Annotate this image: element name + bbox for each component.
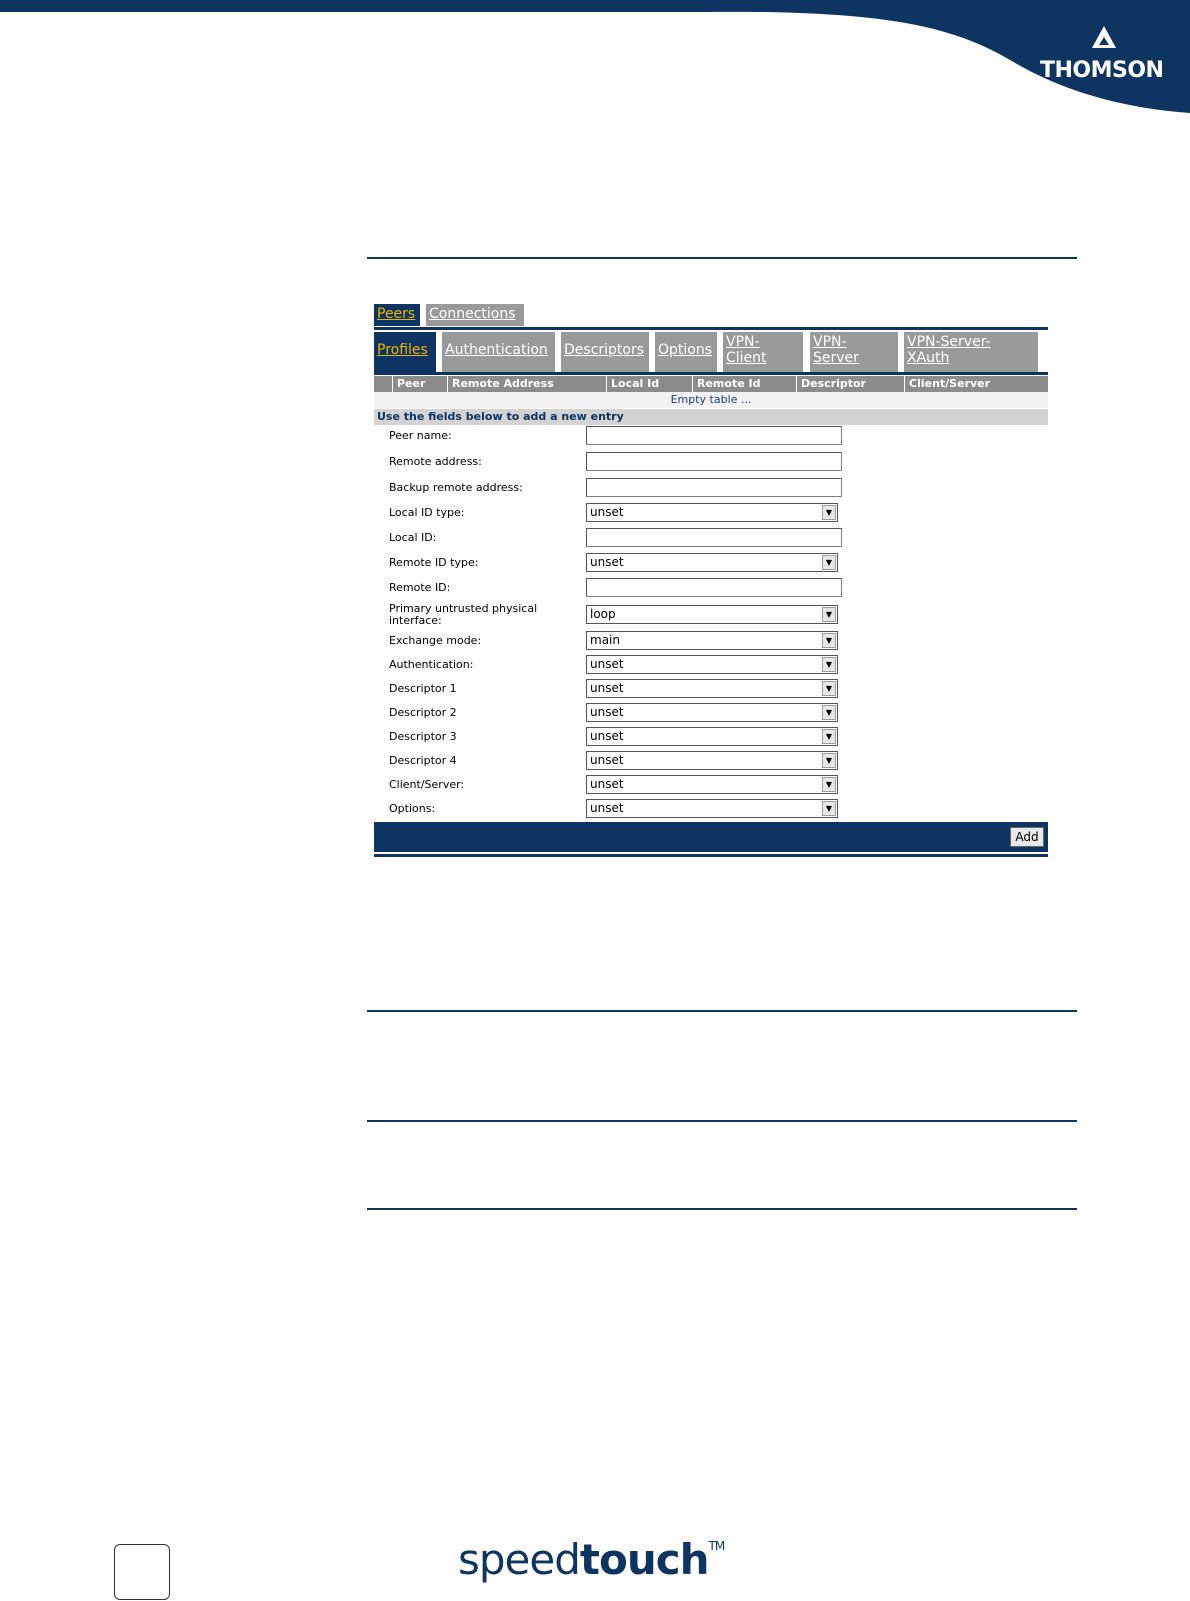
logo-light-part: speed	[458, 1535, 580, 1584]
dropdown-arrow-icon[interactable]: ▼	[822, 505, 836, 520]
client-server-select[interactable]	[586, 775, 838, 794]
tab-vpn-server-xauth-line1: VPN-Server-	[907, 334, 991, 350]
tab-vpn-client-line2: Client	[726, 350, 767, 366]
descriptor-3-select[interactable]	[586, 727, 838, 746]
field-label-descriptor-2: Descriptor 2	[389, 706, 457, 719]
subtab-underline	[374, 372, 1048, 375]
tab-underline	[374, 327, 1048, 330]
tab-profiles[interactable]: Profiles	[374, 332, 436, 372]
tab-vpn-server-xauth[interactable]	[904, 332, 1038, 372]
authentication-value: unset	[590, 657, 624, 671]
section-rule	[367, 1208, 1077, 1210]
field-label-primary-untrusted-interface: Primary untrusted physical interface:	[389, 602, 538, 627]
column-header-client-server: Client/Server	[904, 376, 1048, 392]
field-label-local-id-type: Local ID type:	[389, 506, 465, 519]
page-number-box	[114, 1544, 170, 1600]
tab-descriptors[interactable]: Descriptors	[561, 332, 649, 372]
dropdown-arrow-icon[interactable]: ▼	[822, 777, 836, 792]
dropdown-arrow-icon[interactable]: ▼	[822, 801, 836, 816]
remote-id-type-value: unset	[590, 555, 624, 569]
field-label-local-id: Local ID:	[389, 531, 437, 544]
table-header-spacer	[374, 376, 392, 392]
column-header-peer: Peer	[392, 376, 447, 392]
backup-remote-address-input[interactable]	[586, 478, 842, 497]
dropdown-arrow-icon[interactable]: ▼	[822, 555, 836, 570]
logo-trademark: TM	[708, 1539, 725, 1553]
tab-vpn-server-xauth-line2: XAuth	[907, 350, 950, 366]
brand-name: THOMSON	[1040, 58, 1164, 83]
tab-authentication[interactable]: Authentication	[442, 332, 555, 372]
tab-vpn-client[interactable]	[723, 332, 803, 372]
descriptor-1-select[interactable]	[586, 679, 838, 698]
primary-untrusted-interface-value: loop	[590, 607, 616, 621]
tab-vpn-server[interactable]	[810, 332, 898, 372]
descriptor-4-value: unset	[590, 753, 624, 767]
tab-connections[interactable]: Connections	[426, 304, 524, 326]
local-id-type-select[interactable]	[586, 503, 838, 522]
logo-bold-part: touch	[579, 1535, 709, 1584]
exchange-mode-select[interactable]	[586, 631, 838, 650]
exchange-mode-value: main	[590, 633, 620, 647]
field-label-exchange-mode: Exchange mode:	[389, 634, 482, 647]
add-button[interactable]: Add	[1010, 827, 1044, 847]
tab-options[interactable]: Options	[655, 332, 717, 372]
field-label-authentication: Authentication:	[389, 658, 474, 671]
field-label-remote-id-type: Remote ID type:	[389, 556, 479, 569]
add-entry-hint: Use the fields below to add a new entry	[374, 409, 1048, 425]
peer-name-input[interactable]	[586, 426, 842, 445]
vpn-peers-panel	[374, 300, 1048, 860]
field-label-backup-remote-address: Backup remote address:	[389, 481, 523, 494]
dropdown-arrow-icon[interactable]: ▼	[822, 729, 836, 744]
form-bottom-rule	[374, 854, 1048, 857]
client-server-value: unset	[590, 777, 624, 791]
descriptor-2-value: unset	[590, 705, 624, 719]
tab-vpn-server-line2: Server	[813, 350, 859, 366]
column-header-descriptor: Descriptor	[796, 376, 904, 392]
empty-table-row: Empty table ...	[374, 392, 1048, 408]
field-label-client-server: Client/Server:	[389, 778, 465, 791]
primary-untrusted-interface-select[interactable]	[586, 605, 838, 624]
speedtouch-logo	[458, 1535, 724, 1584]
dropdown-arrow-icon[interactable]: ▼	[822, 607, 836, 622]
dropdown-arrow-icon[interactable]: ▼	[822, 681, 836, 696]
descriptor-1-value: unset	[590, 681, 624, 695]
descriptor-2-select[interactable]	[586, 703, 838, 722]
section-rule	[367, 1120, 1077, 1122]
section-rule	[367, 1010, 1077, 1012]
field-label-remote-address: Remote address:	[389, 455, 482, 468]
dropdown-arrow-icon[interactable]: ▼	[822, 705, 836, 720]
tab-vpn-server-line1: VPN-	[813, 334, 847, 350]
column-header-remote-address: Remote Address	[447, 376, 606, 392]
remote-id-input[interactable]	[586, 578, 842, 597]
column-header-remote-id: Remote Id	[692, 376, 796, 392]
field-label-descriptor-4: Descriptor 4	[389, 754, 457, 767]
field-label-options: Options:	[389, 802, 436, 815]
form-action-bar	[374, 822, 1048, 852]
field-label-descriptor-3: Descriptor 3	[389, 730, 457, 743]
options-value: unset	[590, 801, 624, 815]
section-rule	[367, 257, 1077, 259]
remote-id-type-select[interactable]	[586, 553, 838, 572]
descriptor-3-value: unset	[590, 729, 624, 743]
dropdown-arrow-icon[interactable]: ▼	[822, 753, 836, 768]
field-label-peer-name: Peer name:	[389, 429, 452, 442]
column-header-local-id: Local Id	[606, 376, 692, 392]
options-select[interactable]	[586, 799, 838, 818]
tab-peers[interactable]: Peers	[374, 304, 420, 326]
authentication-select[interactable]	[586, 655, 838, 674]
local-id-input[interactable]	[586, 528, 842, 547]
dropdown-arrow-icon[interactable]: ▼	[822, 633, 836, 648]
local-id-type-value: unset	[590, 505, 624, 519]
field-label-descriptor-1: Descriptor 1	[389, 682, 457, 695]
header-banner	[0, 0, 1190, 120]
descriptor-4-select[interactable]	[586, 751, 838, 770]
tab-vpn-client-line1: VPN-	[726, 334, 760, 350]
field-label-remote-id: Remote ID:	[389, 581, 451, 594]
remote-address-input[interactable]	[586, 452, 842, 471]
dropdown-arrow-icon[interactable]: ▼	[822, 657, 836, 672]
